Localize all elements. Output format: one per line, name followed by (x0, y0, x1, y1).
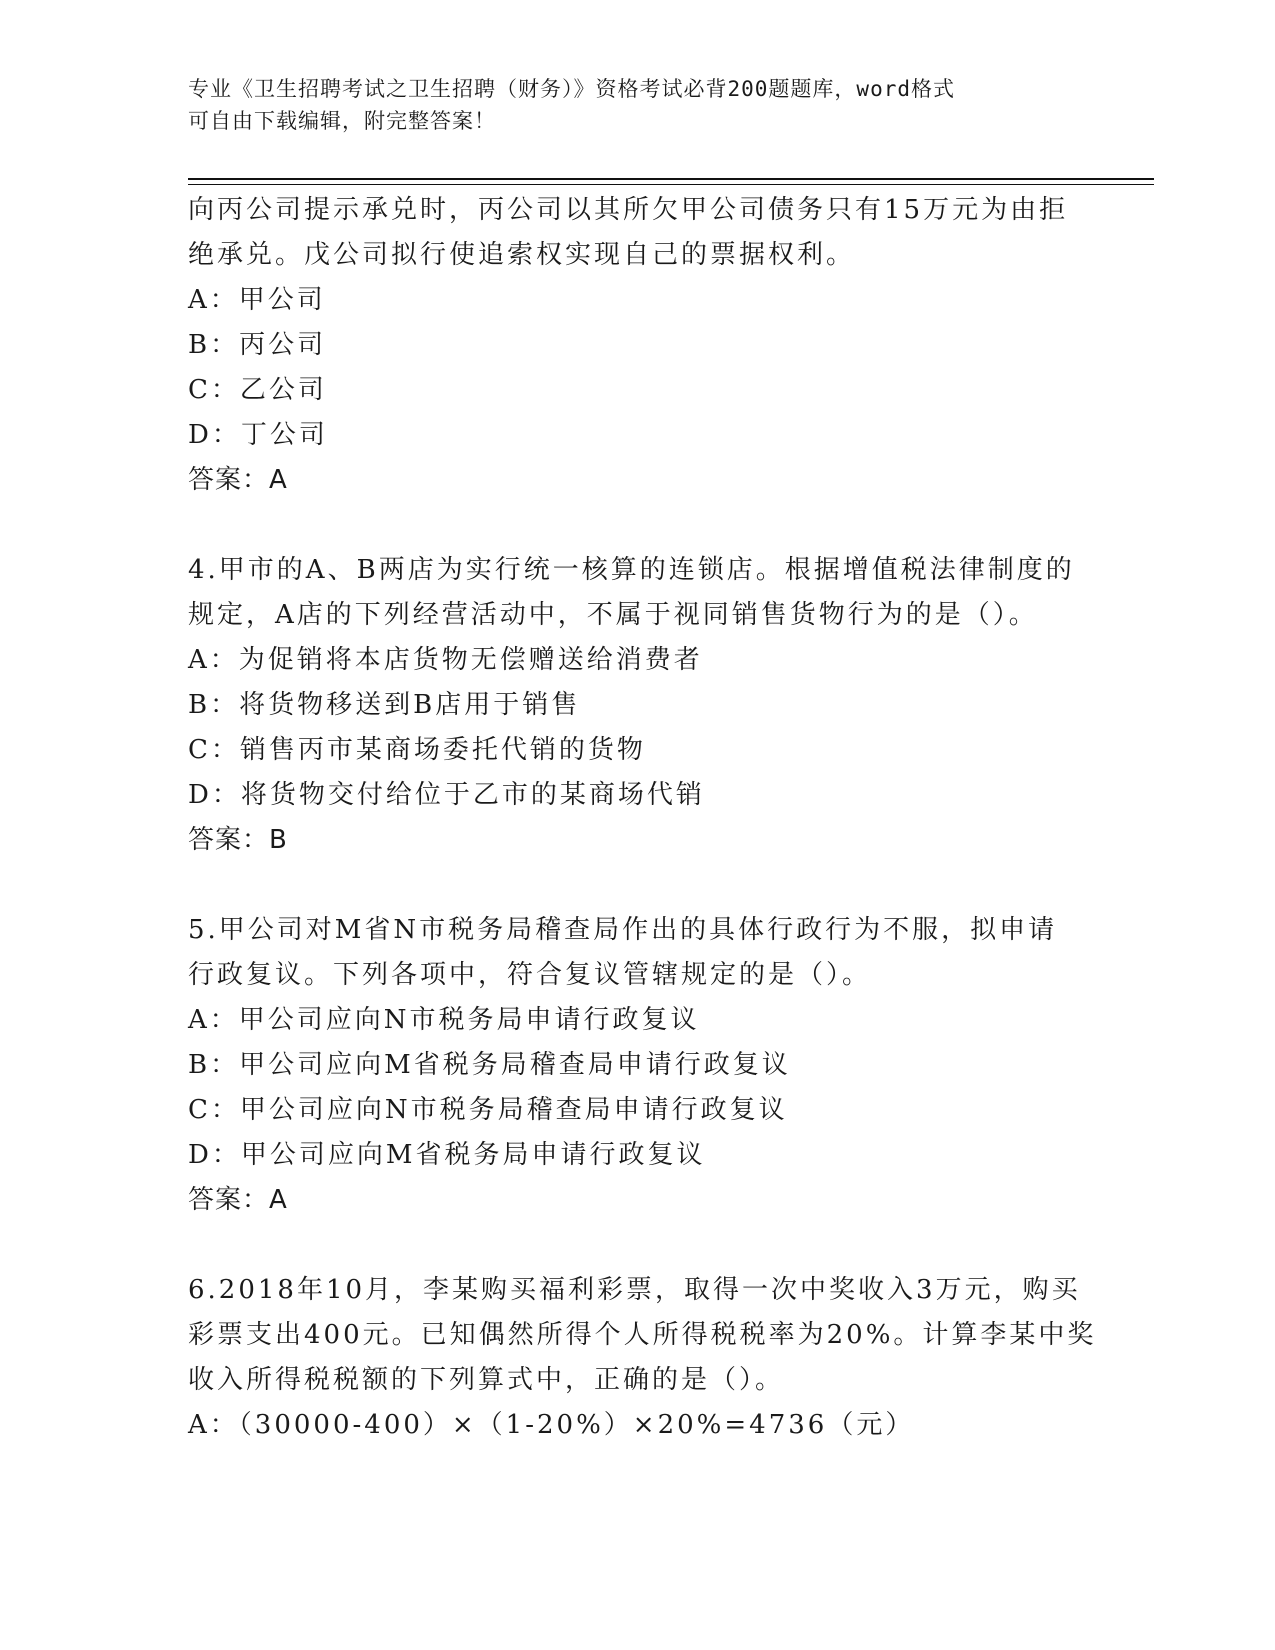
option-c: C：乙公司 (188, 375, 327, 405)
option-c: C：销售丙市某商场委托代销的货物 (188, 735, 646, 765)
option-d: D：将货物交付给位于乙市的某商场代销 (188, 780, 705, 810)
question-6 (188, 1268, 1097, 1448)
question-stem: 4.甲市的A、B两店为实行统一核算的连锁店。根据增值税法律制度的 (188, 555, 1075, 585)
question-list (188, 188, 1097, 1448)
page-header (188, 73, 1088, 137)
spacer (188, 503, 1088, 548)
header-line-1: 专业《卫生招聘考试之卫生招聘（财务）》资格考试必背200题题库，word格式 (188, 77, 955, 101)
option-a: A：甲公司 (188, 285, 326, 315)
option-d: D：甲公司应向M省税务局申请行政复议 (188, 1140, 706, 1170)
question-3 (188, 188, 1088, 503)
question-stem: 收入所得税税额的下列算式中，正确的是（）。 (188, 1365, 785, 1395)
answer: 答案：A (188, 1185, 288, 1215)
option-a: A：为促销将本店货物无偿赠送给消费者 (188, 645, 703, 675)
option-c: C：甲公司应向N市税务局稽查局申请行政复议 (188, 1095, 788, 1125)
spacer (188, 1223, 1088, 1268)
question-stem: 5.甲公司对M省N市税务局稽查局作出的具体行政行为不服，拟申请 (188, 915, 1058, 945)
question-stem: 规定，A店的下列经营活动中，不属于视同销售货物行为的是（）。 (188, 600, 1038, 630)
option-b: B：将货物移送到B店用于销售 (188, 690, 581, 720)
question-stem: 6.2018年10月，李某购买福利彩票，取得一次中奖收入3万元，购买 (188, 1275, 1081, 1305)
question-5 (188, 908, 1088, 1223)
question-stem: 行政复议。下列各项中，符合复议管辖规定的是（）。 (188, 960, 872, 990)
spacer (188, 863, 1088, 908)
answer: 答案：A (188, 465, 288, 495)
question-stem: 绝承兑。戊公司拟行使追索权实现自己的票据权利。 (188, 240, 856, 270)
option-a: A：甲公司应向N市税务局申请行政复议 (188, 1005, 700, 1035)
answer: 答案：B (188, 825, 288, 855)
question-stem: 向丙公司提示承兑时，丙公司以其所欠甲公司债务只有15万元为由拒 (188, 195, 1069, 225)
option-b: B：丙公司 (188, 330, 327, 360)
question-4 (188, 548, 1088, 863)
option-a: A：（30000-400）×（1-20%）×20%=4736（元） (188, 1410, 915, 1440)
question-stem: 彩票支出400元。已知偶然所得个人所得税税率为20%。计算李某中奖 (188, 1320, 1097, 1350)
option-b: B：甲公司应向M省税务局稽查局申请行政复议 (188, 1050, 791, 1080)
header-line-2: 可自由下载编辑，附完整答案！ (188, 109, 496, 133)
header-rule (188, 178, 1154, 185)
option-d: D：丁公司 (188, 420, 328, 450)
